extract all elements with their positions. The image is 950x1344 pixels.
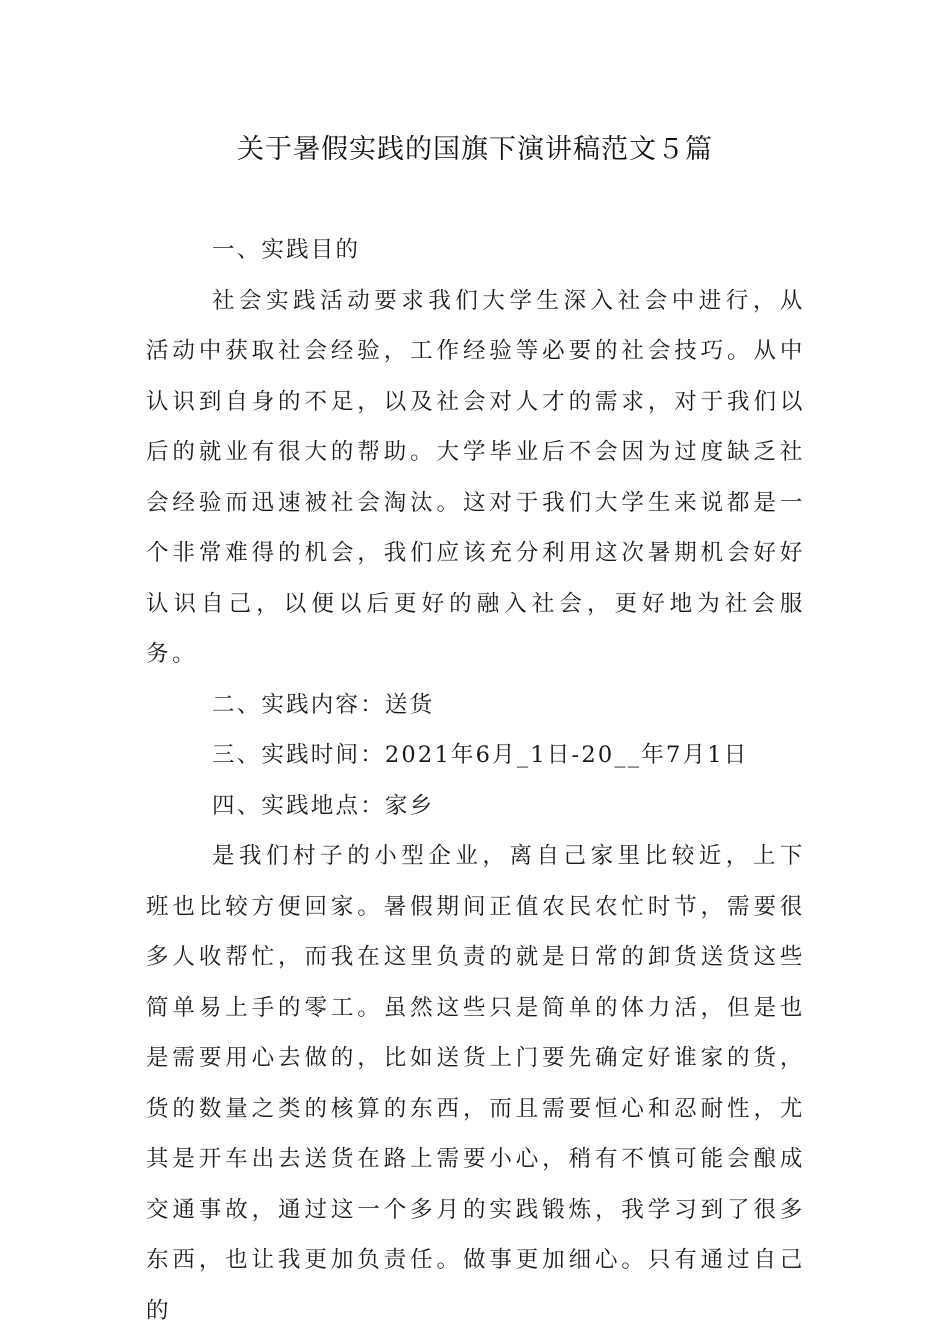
paragraph-experience: 是我们村子的小型企业，离自己家里比较近，上下班也比较方便回家。暑假期间正值农民农忙时节，需要很多人收帮忙，而我在这里负责的就是日常的卸货送货这些简单易上手的零工。虽然这些只是简单的体力活，但是也是需要用心去做的，比如送货上门要先确定好谁家的货，货的数量之类的核算的东西，而且需要恒心和忍耐性，尤其是开车出去送货在路上需要小心，稍有不慎可能会酿成交通事故，通过这一个多月的实践锻炼，我学习到了很多东西，也让我更加负责任。做事更加细心。只有通过自己的 bbox=[146, 843, 806, 1324]
section-heading-location: 四、实践地点：家乡 bbox=[212, 792, 435, 819]
section-heading-content: 二、实践内容：送货 bbox=[212, 691, 435, 718]
paragraph-purpose: 社会实践活动要求我们大学生深入社会中进行，从活动中获取社会经验，工作经验等必要的社会技巧。从中认识到自身的不足，以及社会对人才的需求，对于我们以后的就业有很大的帮助。大学毕业后不会因为过度缺乏社会经验而迅速被社会淘汰。这对于我们大学生来说都是一个非常难得的机会，我们应该充分利用这次暑期机会好好认识自己，以便以后更好的融入社会，更好地为社会服务。 bbox=[146, 287, 806, 667]
section-heading-purpose: 一、实践目的 bbox=[212, 237, 361, 263]
section-heading-time: 三、实践时间：2021年6月_1日-20__年7月1日 bbox=[212, 742, 749, 768]
document-body bbox=[146, 225, 806, 1336]
document-title: 关于暑假实践的国旗下演讲稿范文５篇 bbox=[237, 134, 713, 165]
